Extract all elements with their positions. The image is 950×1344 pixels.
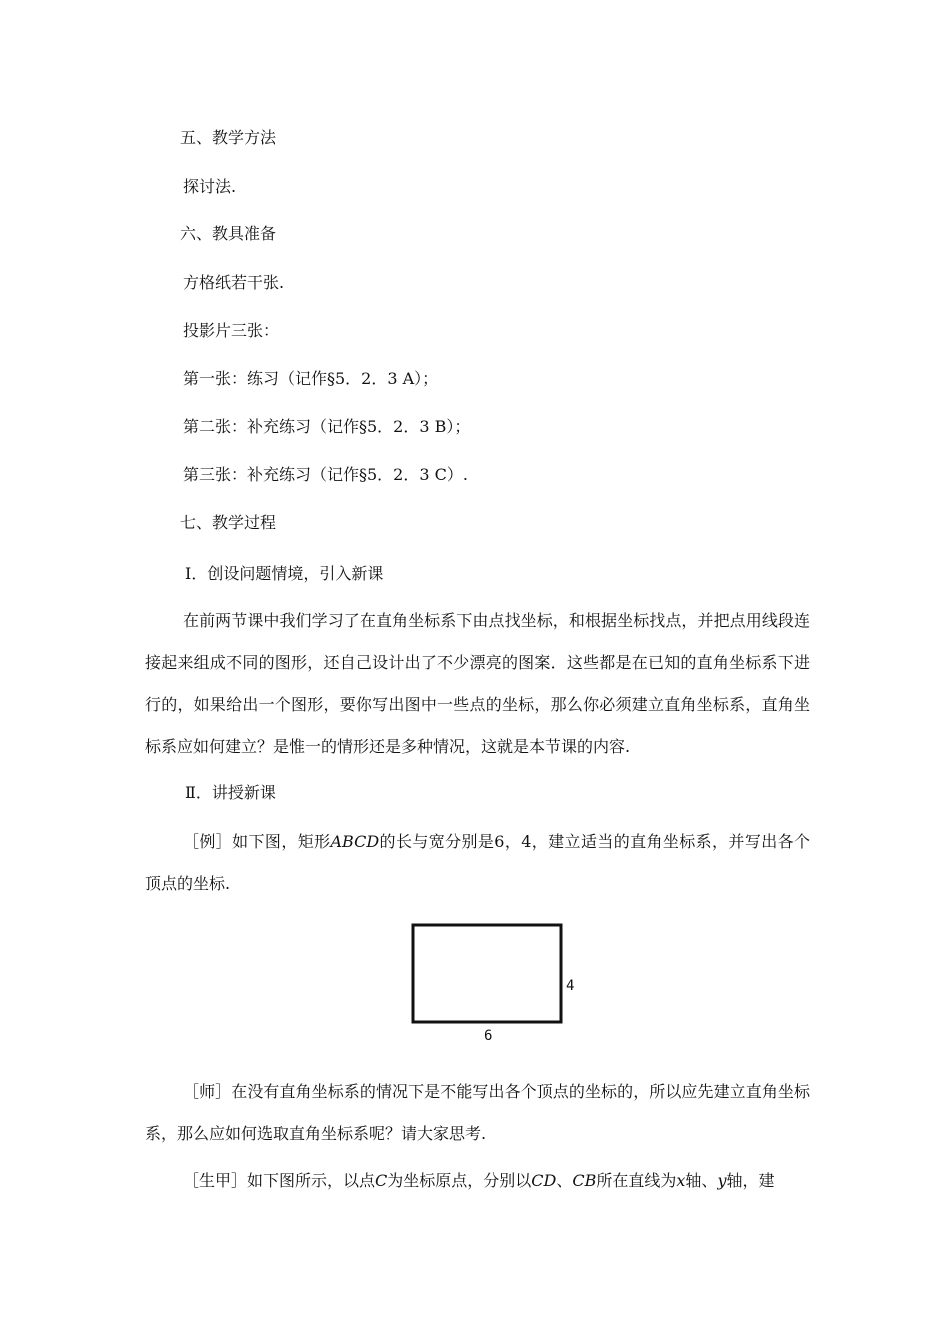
segment-cb: CB	[572, 1171, 597, 1190]
section-6-line-3: 第一张：练习（记作§5．2．3 A）；	[183, 369, 439, 388]
rectangle-figure	[400, 915, 600, 1050]
student-separator: 、	[556, 1171, 573, 1190]
teacher-paragraph: ［师］在没有直角坐标系的情况下是不能写出各个顶点的坐标的，所以应先建立直角坐标系，那么应如何选取直角坐标系呢？请大家思考.	[145, 1082, 810, 1143]
width-label: 6	[484, 1028, 493, 1044]
section-7-heading: 七、教学过程	[180, 513, 277, 532]
part-1-heading: Ⅰ．创设问题情境，引入新课	[185, 564, 384, 583]
y-axis-var: y	[717, 1171, 727, 1190]
height-label: 4	[566, 978, 575, 994]
example-text-a: ［例］如下图，矩形	[183, 832, 331, 851]
section-6-line-1: 方格纸若干张.	[183, 273, 285, 292]
rectangle-abcd	[413, 925, 561, 1022]
example-paragraph	[145, 821, 810, 905]
student-text-d: 所在直线为	[596, 1171, 677, 1190]
rectangle-name: ABCD	[330, 832, 380, 851]
example-text-b: 的长与宽分别是6，4，建立适当的直角坐标系，并写出各个顶点的坐标.	[145, 832, 810, 893]
student-paragraph	[145, 1160, 810, 1202]
point-c: C	[375, 1171, 388, 1190]
section-5-heading: 五、教学方法	[180, 128, 277, 147]
section-6-heading: 六、教具准备	[180, 224, 277, 243]
segment-cd: CD	[531, 1171, 557, 1190]
part-1-paragraph: 在前两节课中我们学习了在直角坐标系下由点找坐标，和根据坐标找点，并把点用线段连接起来组成不同的图形，还自己设计出了不少漂亮的图案．这些都是在已知的直角坐标系下进行的，如果给出一个图形，要你写出图中一些点的坐标，那么你必须建立直角坐标系，直角坐标系应如何建立？是惟一的情形还是多种情况，这就是本节课的内容.	[145, 611, 810, 756]
part-2-heading: Ⅱ．讲授新课	[185, 783, 276, 802]
section-6-line-4: 第二张：补充练习（记作§5．2．3 B）；	[183, 417, 471, 436]
student-text-b: 为坐标原点，分别以	[387, 1171, 532, 1190]
x-axis-var: x	[676, 1171, 686, 1190]
student-text-a: ［生甲］如下图所示，以点	[183, 1171, 376, 1190]
section-5-body: 探讨法.	[183, 177, 237, 196]
section-6-line-5: 第三张：补充练习（记作§5．2．3 C）.	[183, 465, 468, 484]
student-text-f: 轴，建	[726, 1171, 775, 1190]
student-text-e: 轴、	[685, 1171, 718, 1190]
section-6-line-2: 投影片三张：	[183, 321, 280, 340]
